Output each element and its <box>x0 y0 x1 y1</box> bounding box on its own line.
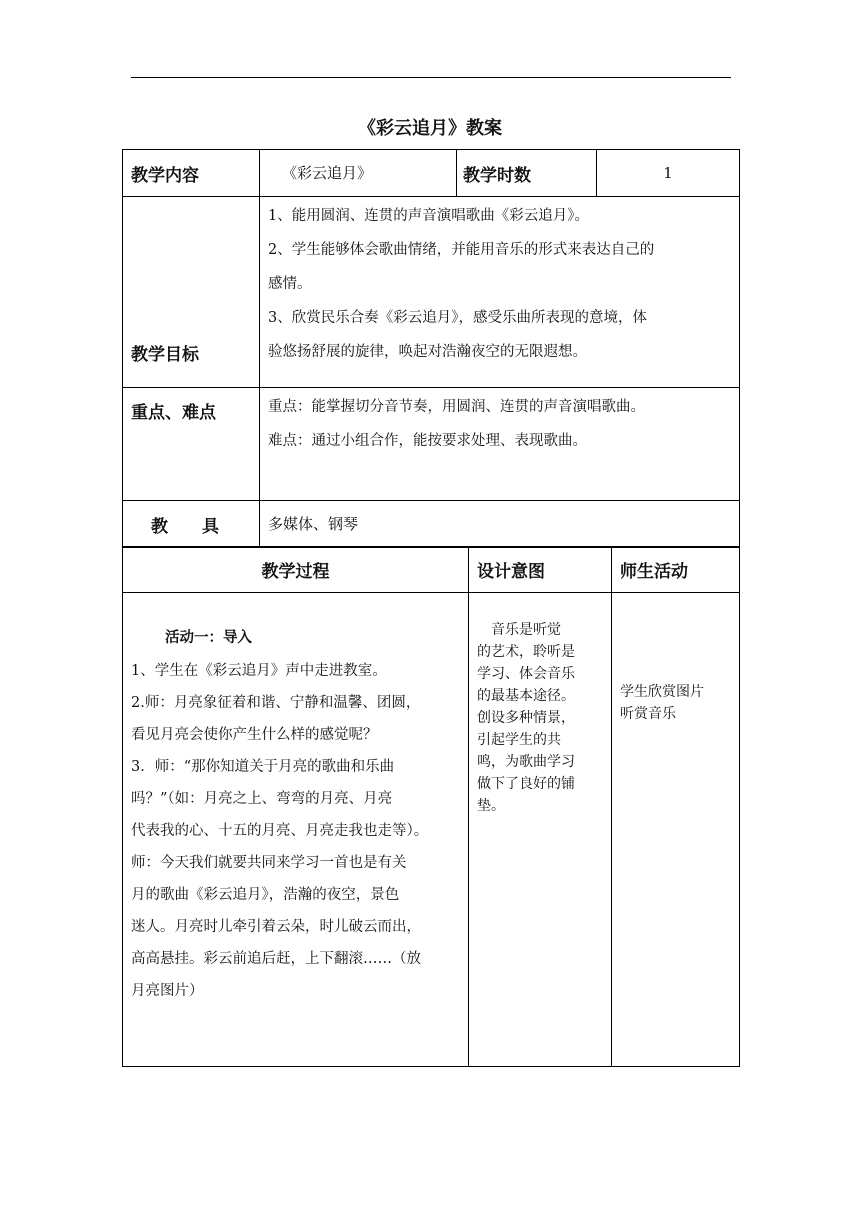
process-line: 高高悬挂。彩云前追后赶，上下翻滚……（放 <box>131 951 421 967</box>
process-text <box>131 655 468 1007</box>
intent-content-cell <box>469 593 612 1067</box>
keypoints-label: 重点、难点 <box>131 403 216 423</box>
process-table <box>122 546 740 1067</box>
process-line: 迷人。月亮时儿牵引着云朵，时儿破云而出， <box>131 919 421 935</box>
goals-label: 教学目标 <box>131 345 199 365</box>
process-line: 1、学生在《彩云追月》声中走进教室。 <box>131 663 387 679</box>
goals-label-cell <box>123 197 260 388</box>
tools-cell <box>260 501 740 548</box>
intent-line: 鸣，为歌曲学习 <box>477 754 575 770</box>
document-title: 《彩云追月》教案 <box>358 118 502 139</box>
content-value: 《彩云追月》 <box>282 164 373 182</box>
tools-value: 多媒体、钢琴 <box>268 515 359 533</box>
intent-line: 创设多种情景， <box>477 710 575 726</box>
activity-content-cell <box>612 593 740 1067</box>
goal-line: 1、能用圆润、连贯的声音演唱歌曲《彩云追月》。 <box>268 208 589 224</box>
goals-text <box>260 199 739 369</box>
hours-label: 教学时数 <box>463 165 531 186</box>
goal-line: 感情。 <box>268 276 312 292</box>
header-rule <box>131 77 731 78</box>
hours-value-cell <box>597 150 740 197</box>
intent-text <box>477 619 605 817</box>
process-line: 代表我的心、十五的月亮、月亮走我也走等）。 <box>131 823 429 839</box>
content-label-cell <box>123 150 260 197</box>
tools-label: 教 具 <box>151 516 219 537</box>
process-line: 2.师：月亮象征着和谐、宁静和温馨、团圆， <box>131 695 421 711</box>
activity-header-cell <box>612 547 740 593</box>
goals-cell <box>260 197 740 388</box>
process-line: 月亮图片） <box>131 983 204 999</box>
process-line: 月的歌曲《彩云追月》，浩瀚的夜空，景色 <box>131 887 400 903</box>
intent-line: 做下了良好的铺 <box>477 776 575 792</box>
keypoint-line: 重点：能掌握切分音节奏，用圆润、连贯的声音演唱歌曲。 <box>268 399 645 415</box>
activity-line: 学生欣赏图片 <box>620 684 704 700</box>
keypoint-line: 难点：通过小组合作，能按要求处理、表现歌曲。 <box>268 433 587 449</box>
activity-line: 听赏音乐 <box>620 706 676 722</box>
goal-line: 验悠扬舒展的旋律，唤起对浩瀚夜空的无限遐想。 <box>268 344 587 360</box>
intent-line: 的最基本途径。 <box>477 688 575 704</box>
intent-header-cell <box>469 547 612 593</box>
intent-header: 设计意图 <box>477 562 545 582</box>
activity-text <box>620 681 739 725</box>
process-line: 看见月亮会使你产生什么样的感觉呢？ <box>131 727 378 743</box>
info-table <box>122 149 740 548</box>
content-value-cell <box>260 150 457 197</box>
keypoints-text <box>260 390 739 458</box>
intent-line: 的艺术，聆听是 <box>477 644 575 660</box>
intent-line: 引起学生的共 <box>477 732 561 748</box>
process-content-cell <box>123 593 469 1067</box>
hours-label-cell <box>457 150 597 197</box>
intent-line: 垫。 <box>477 798 505 814</box>
intent-line: 音乐是听觉 <box>477 622 561 638</box>
process-line: 3．师：“那你知道关于月亮的歌曲和乐曲 <box>131 759 395 775</box>
goal-line: 2、学生能够体会歌曲情绪，并能用音乐的形式来表达自己的 <box>268 242 655 258</box>
keypoints-label-cell <box>123 388 260 501</box>
content-label: 教学内容 <box>131 165 199 186</box>
goal-line: 3、欣赏民乐合奏《彩云追月》，感受乐曲所表现的意境，体 <box>268 310 647 326</box>
process-line: 师：今天我们就要共同来学习一首也是有关 <box>131 855 407 871</box>
process-line: 吗？”（如：月亮之上、弯弯的月亮、月亮 <box>131 791 393 807</box>
intent-line: 学习、体会音乐 <box>477 666 575 682</box>
keypoints-cell <box>260 388 740 501</box>
tools-label-cell <box>123 501 260 548</box>
activity-title: 活动一：导入 <box>165 630 252 646</box>
activity-header: 师生活动 <box>620 562 688 582</box>
hours-value: 1 <box>663 164 673 182</box>
process-header: 教学过程 <box>261 562 330 582</box>
process-header-cell <box>123 547 469 593</box>
